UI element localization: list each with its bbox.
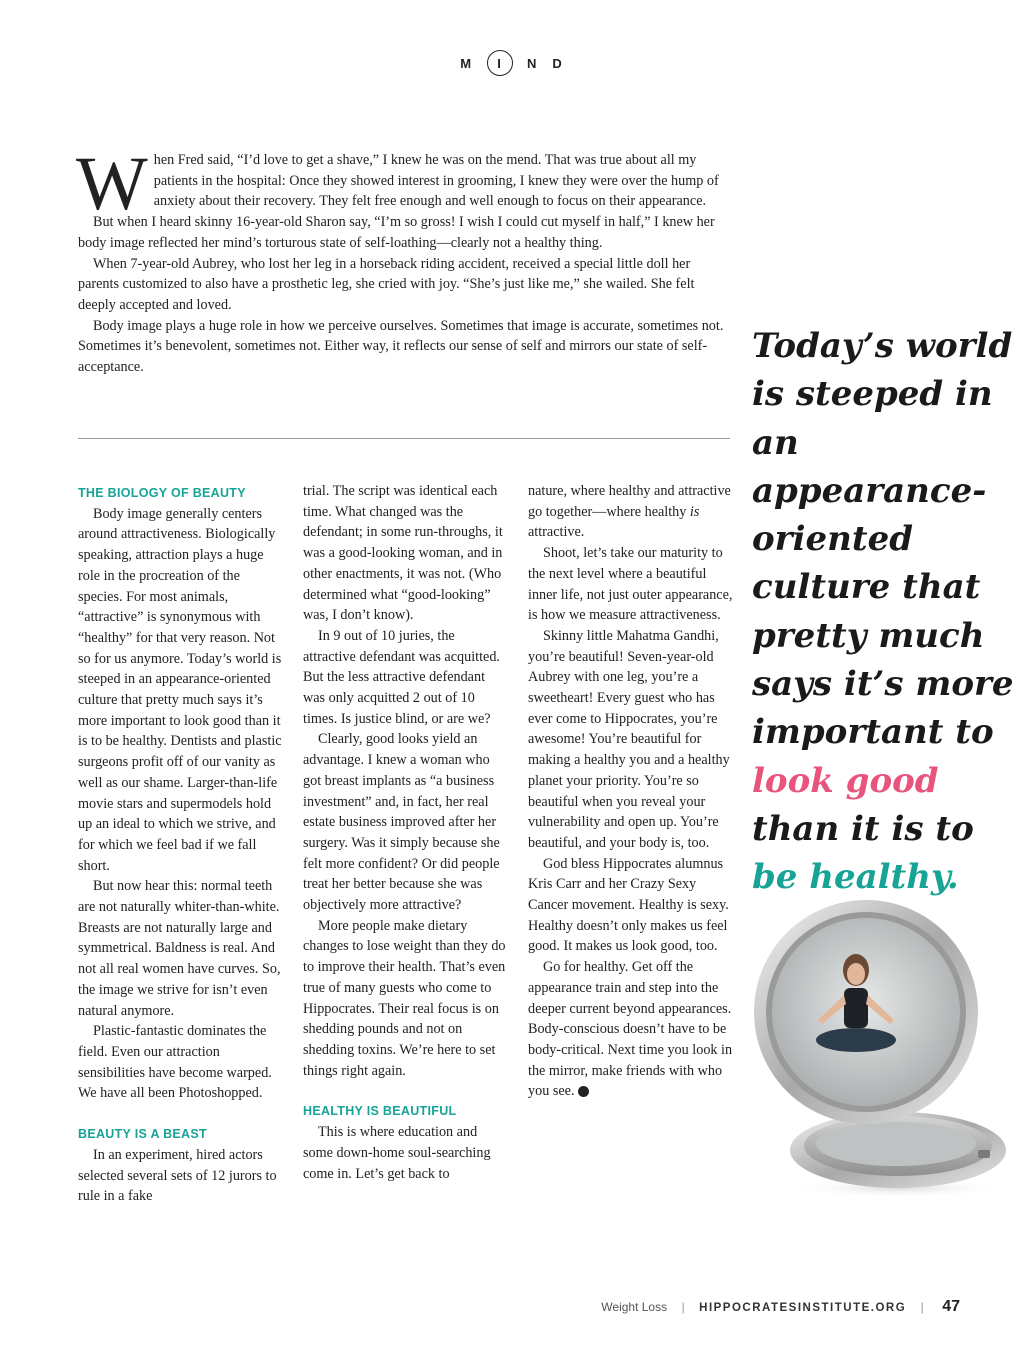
footer-separator: | [920, 1300, 924, 1314]
mind-logo: M I N D [460, 50, 564, 76]
body-paragraph: Skinny little Mahatma Gandhi, you’re beautiful! Seven-year-old Aubrey with one leg, you’re a sweetheart! Every guest who has ever come to Hippocrates, you’re awesome! You’re beautiful for making a healthy you and a healthy planet your priority. You’re so beautiful when you reveal your vulnerability and open up. You’re beautiful, and your body is, too. [528, 627, 730, 851]
compact-mirror-image [748, 900, 1008, 1200]
body-paragraph: God bless Hippocrates alumnus Kris Carr and her Crazy Sexy Cancer movement. Healthy is sexy. Healthy doesn’t only makes us feel good. It makes us look good, too. [528, 855, 729, 955]
footer-separator: | [681, 1300, 685, 1314]
mirror-clasp [978, 1150, 990, 1158]
column-1 [78, 481, 283, 1207]
page-footer [0, 1298, 960, 1316]
pull-quote: Today’s world is steeped in an appearance-oriented culture that pretty much says it’s more important to look good than it is to be healthy. [752, 326, 1014, 898]
mind-logo-circle: I [487, 50, 513, 76]
body-paragraph: But now hear this: normal teeth are not naturally whiter-than-white. Breasts are not naturally large and symmetrical. Baldness is real. And not all real women have curves. So, the image we strive for isn’t even natural anymore. [78, 878, 281, 1019]
compact-mirror-illustration [748, 900, 1008, 1200]
end-mark-icon: H [578, 1086, 589, 1097]
body-paragraph: Body image generally centers around attractiveness. Biologically speaking, attraction plays a huge role in the procreation of the species. For most animals, “attractive” is synonymous with “healthy” for that very reason. Not so for us anymore. Today’s world is steeped in an appearance-oriented culture that pretty much says it’s more important to look good than it is to be healthy. Dentists and plastic surgeons profit off of our vanity as well as our shame. Larger-than-life movie stars and supermodels hold up an ideal to which we strive, and for which we feel bad if we fall short. [78, 505, 282, 874]
drop-cap: W [76, 142, 148, 226]
subheading-biology-of-beauty: THE BIOLOGY OF BEAUTY [78, 486, 246, 500]
divider [78, 438, 730, 439]
footer-website: HIPPOCRATESINSTITUTE.ORG [699, 1302, 907, 1314]
section-header [0, 50, 1024, 76]
intro-paragraph: When Fred said, “I’d love to get a shave,” I knew he was on the mend. That was true about all my patients in the hospital: Once they showed interest in grooming, I knew they were over the hump of anxiety about their recovery. They felt free enough and well enough to focus on their appearance. [76, 142, 719, 226]
body-paragraph: nature, where healthy and attractive go together—where healthy is attractive. [528, 483, 731, 541]
subheading-healthy-is-beautiful: HEALTHY IS BEAUTIFUL [303, 1104, 457, 1119]
column-3 [528, 481, 733, 1102]
intro-paragraph: When 7-year-old Aubrey, who lost her leg in a horseback riding accident, received a special little doll her parents customized to also have a prosthetic leg, she cried with joy. “She’s just like me,” she wailed. She felt deeply accepted and loved. [78, 255, 695, 313]
body-paragraph: Plastic-fantastic dominates the field. Even our attraction sensibilities have become warped. We have all been Photoshopped. [78, 1023, 272, 1102]
column-2 [303, 481, 508, 1184]
body-paragraph: Shoot, let’s take our maturity to the next level where a beautiful inner life, not just outer appearance, is how we measure attractiveness. [528, 545, 733, 624]
page-number: 47 [942, 1298, 960, 1315]
body-paragraph: Clearly, good looks yield an advantage. I knew a woman who got breast implants as “a business investment” and, in fact, her real estate business improved after her surgery. Was it simply because she felt more confident? Or did people treat her better because she was objectively more attractive? [303, 731, 500, 914]
body-paragraph: trial. The script was identical each time. What changed was the defendant; in some run-throughs, it was a good-looking woman, and in other enactments, it was not. (Who determined what “good-looking” was, I don’t know). [303, 483, 503, 624]
body-paragraph: In an experiment, hired actors selected several sets of 12 jurors to rule in a fake [78, 1146, 277, 1205]
body-paragraph: Go for healthy. Get off the appearance train and step into the deeper current beyond appearances. Body-conscious doesn’t have to be body-critical. Next time you look in the mirror, make friends with who you see. H [528, 959, 733, 1100]
pull-quote-highlight-pink: look good [752, 760, 939, 801]
footer-section: Weight Loss [601, 1300, 668, 1314]
subheading-beauty-is-a-beast: BEAUTY IS A BEAST [78, 1127, 207, 1142]
intro-paragraph: But when I heard skinny 16-year-old Sharon say, “I’m so gross! I wish I could cut myself in half,” I knew her body image reflected her mind’s torturous state of self-loathing—clearly not a healthy thing. [78, 214, 715, 251]
body-paragraph: This is where education and some down-home soul-searching come in. Let’s get back to [303, 1124, 491, 1182]
intro-text [76, 142, 730, 378]
pull-quote-highlight-teal: be healthy. [752, 857, 959, 898]
mirror-base-glass [816, 1122, 976, 1166]
body-paragraph: More people make dietary changes to lose weight than they do to improve their health. That’s even true of many guests who come to Hippocrates. Their real focus is on shedding pounds and not on shedding toxins. We’re here to set things right again. [303, 917, 506, 1079]
body-paragraph: In 9 out of 10 juries, the attractive defendant was acquitted. But the less attractive defendant was only acquitted 2 out of 10 times. Is justice blind, or are we? [303, 627, 500, 727]
intro-paragraph: Body image plays a huge role in how we perceive ourselves. Sometimes that image is accurate, sometimes not. Sometimes it’s benevolent, sometimes not. Either way, it reflects our sense of self and mirrors our state of self-acceptance. [78, 317, 724, 376]
